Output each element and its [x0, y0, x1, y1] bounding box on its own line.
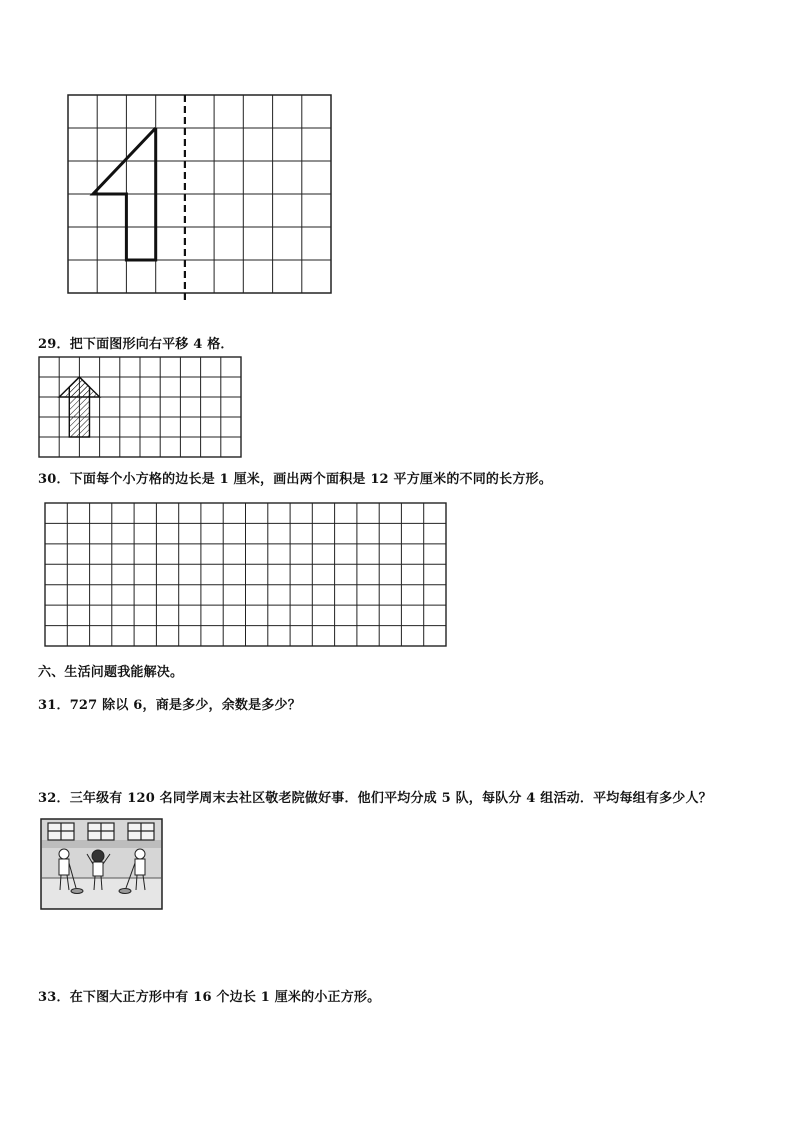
arrow-grid-svg	[38, 356, 244, 460]
symmetry-grid-svg	[66, 93, 334, 303]
cleaning-illustration	[40, 818, 164, 911]
question-30: 30．下面每个小方格的边长是 1 厘米，画出两个面积是 12 平方厘米的不同的长方形。	[38, 472, 552, 487]
question-29: 29．把下面图形向右平移 4 格．	[38, 337, 234, 352]
windows	[48, 823, 154, 840]
arrow-grid-figure	[38, 356, 244, 460]
grid-lines	[45, 503, 446, 646]
symmetry-grid-figure	[66, 93, 334, 303]
arrow-head	[59, 377, 99, 397]
question-32: 32．三年级有 120 名同学周末去社区敬老院做好事．他们平均分成 5 队，每队分 4 组活动．平均每组有多少人？	[38, 791, 712, 806]
question-33: 33．在下图大正方形中有 16 个边长 1 厘米的小正方形。	[38, 990, 381, 1005]
cleaning-illustration-svg	[40, 818, 164, 911]
area-grid-svg	[44, 502, 448, 648]
area-grid-figure	[44, 502, 448, 648]
section-6-heading: 六、生活问题我能解决。	[38, 665, 184, 680]
question-31: 31．727 除以 6，商是多少，余数是多少？	[38, 698, 301, 713]
